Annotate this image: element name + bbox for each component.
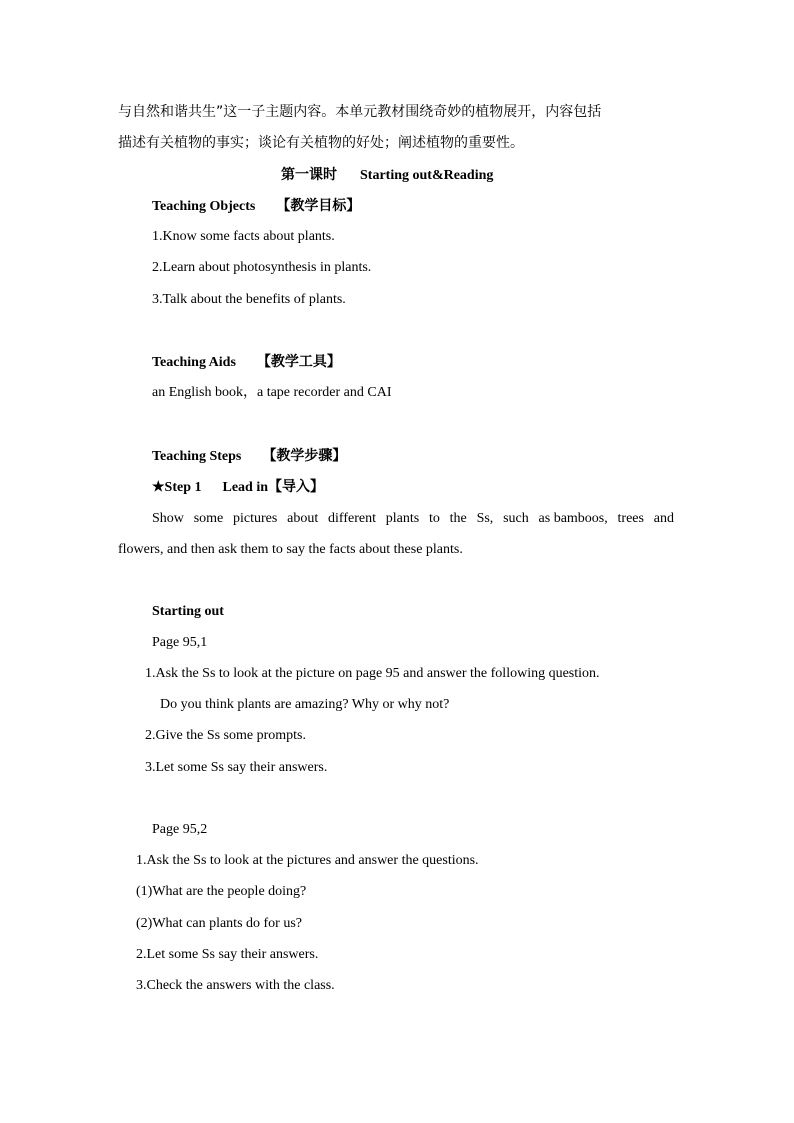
- step1-heading: [152, 478, 324, 497]
- page-95-1-item-2: 2.Give the Ss some prompts.: [145, 728, 306, 743]
- steps-heading-cn: 【教学步骤】: [262, 448, 347, 464]
- page-95-2-item-1: 1.Ask the Ss to look at the pictures and answer the questions.: [136, 853, 479, 868]
- page-95-2-subitem-1: (1)What are the people doing?: [136, 884, 307, 899]
- page-95-1-label: Page 95,1: [152, 635, 208, 650]
- step1-word: Ss,: [476, 511, 494, 526]
- step1-word: pictures: [233, 511, 278, 526]
- step1-word: as bamboos,: [538, 511, 608, 526]
- lesson-title-cn: 第一课时: [281, 167, 337, 183]
- step1-word: some: [193, 511, 224, 526]
- objects-item-3: 3.Talk about the benefits of plants.: [152, 292, 346, 307]
- steps-heading-en: Teaching Steps: [152, 449, 242, 464]
- step1-word: plants: [385, 511, 420, 526]
- intro-line-2: 描述有关植物的事实；谈论有关植物的好处；阐述植物的重要性。: [118, 135, 524, 151]
- step1-paragraph-line-1: [152, 510, 674, 528]
- step1-word: different: [328, 511, 376, 526]
- step1-title-en: Lead in: [222, 480, 269, 495]
- steps-heading: [152, 447, 346, 466]
- step1-word: about: [287, 511, 319, 526]
- step1-paragraph-line-2: flowers, and then ask them to say the facts about these plants.: [118, 542, 463, 557]
- page-95-2-item-2: 2.Let some Ss say their answers.: [136, 947, 319, 962]
- step1-word: the: [449, 511, 467, 526]
- aids-heading-en: Teaching Aids: [152, 355, 236, 370]
- step1-word: such: [503, 511, 529, 526]
- step1-word: Show: [152, 511, 184, 526]
- objects-heading: [152, 197, 360, 216]
- intro-line-1: 与自然和谐共生”这一子主题内容。本单元教材围绕奇妙的植物展开，内容包括: [118, 104, 602, 120]
- aids-heading: [152, 353, 341, 372]
- page-95-1-item-3: 3.Let some Ss say their answers.: [145, 760, 328, 775]
- step1-word: to: [429, 511, 440, 526]
- objects-heading-en: Teaching Objects: [152, 199, 256, 214]
- step1-label: ★Step 1: [152, 480, 202, 495]
- starting-out-heading: Starting out: [152, 604, 224, 619]
- objects-item-2: 2.Learn about photosynthesis in plants.: [152, 260, 372, 275]
- step1-word: trees: [617, 511, 644, 526]
- lesson-title: [281, 166, 493, 185]
- lesson-title-en: Starting out&Reading: [360, 168, 494, 183]
- objects-heading-cn: 【教学目标】: [276, 198, 361, 214]
- step1-word: and: [653, 511, 674, 526]
- aids-heading-cn: 【教学工具】: [256, 354, 341, 370]
- page-95-2-item-3: 3.Check the answers with the class.: [136, 978, 335, 993]
- page-95-2-label: Page 95,2: [152, 822, 208, 837]
- objects-item-1: 1.Know some facts about plants.: [152, 229, 335, 244]
- page-95-1-question: Do you think plants are amazing? Why or why not?: [160, 697, 450, 712]
- page-95-2-subitem-2: (2)What can plants do for us?: [136, 916, 302, 931]
- page-95-1-item-1: 1.Ask the Ss to look at the picture on page 95 and answer the following question.: [145, 666, 600, 681]
- step1-title-cn: 【导入】: [268, 479, 325, 495]
- aids-text: an English book，a tape recorder and CAI: [152, 385, 392, 400]
